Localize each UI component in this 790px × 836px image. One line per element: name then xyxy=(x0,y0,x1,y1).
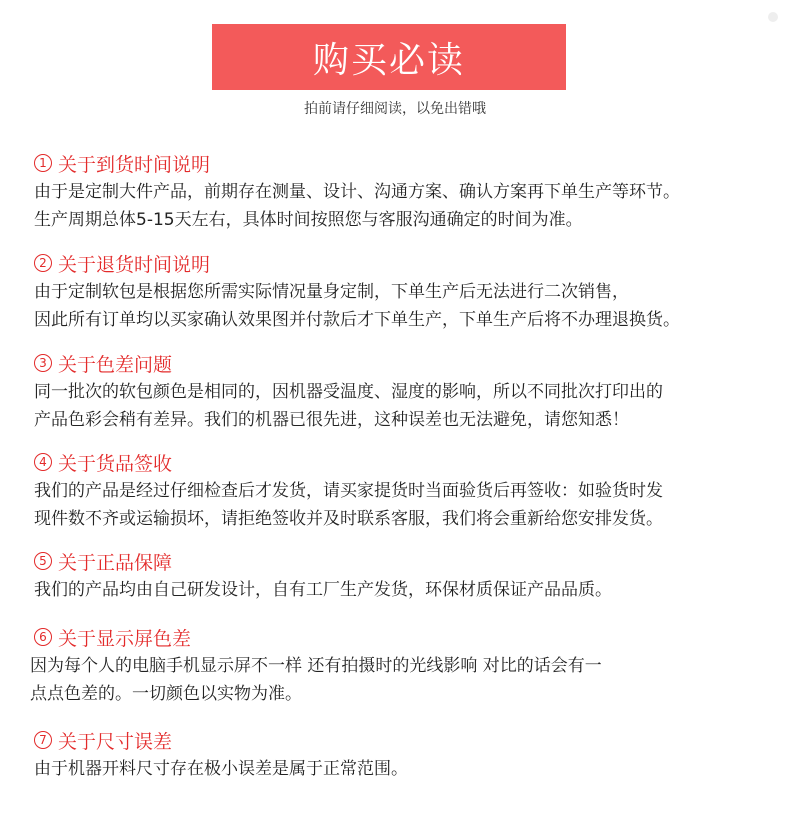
circled-number: 1 xyxy=(34,154,52,172)
section-color-difference xyxy=(34,350,774,434)
section-title: 关于显示屏色差 xyxy=(58,627,192,650)
section-heading xyxy=(34,250,774,276)
corner-mark xyxy=(768,12,778,22)
section-heading xyxy=(34,150,774,176)
circled-number: 3 xyxy=(34,354,52,372)
section-text: 由于机器开料尺寸存在极小误差是属于正常范围。 xyxy=(34,759,408,779)
section-title: 关于正品保障 xyxy=(58,551,173,574)
section-title: 关于退货时间说明 xyxy=(58,253,211,276)
section-delivery-time xyxy=(34,150,774,234)
circled-number: 2 xyxy=(34,254,52,272)
title-banner xyxy=(212,24,566,90)
circled-number: 5 xyxy=(34,552,52,570)
section-title: 关于到货时间说明 xyxy=(58,153,211,176)
section-return-policy xyxy=(34,250,774,334)
subtitle: 拍前请仔细阅读，以免出错哦 xyxy=(304,101,486,117)
section-authenticity xyxy=(34,548,774,604)
section-text: 我们的产品均由自己研发设计，自有工厂生产发货，环保材质保证产品品质。 xyxy=(34,580,612,600)
circled-number: 7 xyxy=(34,731,52,749)
section-heading xyxy=(34,449,774,475)
circled-number: 6 xyxy=(34,628,52,646)
section-heading xyxy=(34,727,774,753)
section-text: 因为每个人的电脑手机显示屏不一样 还有拍摄时的光线影响 对比的话会有一 点点色差的。一切颜色以实物为准。 xyxy=(30,656,602,704)
banner-title: 购买必读 xyxy=(312,39,465,81)
section-text: 我们的产品是经过仔细检查后才发货，请买家提货时当面验货后再签收：如验货时发 现件数不齐或运输损坏，请拒绝签收并及时联系客服，我们将会重新给您安排发货。 xyxy=(34,481,663,529)
section-title: 关于货品签收 xyxy=(58,452,173,475)
circled-number: 4 xyxy=(34,453,52,471)
section-heading xyxy=(34,350,774,376)
section-screen-color xyxy=(30,624,774,708)
section-text: 由于定制软包是根据您所需实际情况量身定制，下单生产后无法进行二次销售， 因此所有订单均以买家确认效果图并付款后才下单生产，下单生产后将不办理退换货。 xyxy=(34,282,680,330)
section-title: 关于尺寸误差 xyxy=(58,730,173,753)
section-goods-receipt xyxy=(34,449,774,533)
section-text: 同一批次的软包颜色是相同的，因机器受温度、湿度的影响，所以不同批次打印出的 产品色彩会稍有差异。我们的机器已很先进，这种误差也无法避免，请您知悉！ xyxy=(34,382,663,430)
section-heading xyxy=(34,624,774,650)
section-title: 关于色差问题 xyxy=(58,353,173,376)
section-text: 由于是定制大件产品，前期存在测量、设计、沟通方案、确认方案再下单生产等环节。 生产周期总体5-15天左右，具体时间按照您与客服沟通确定的时间为准。 xyxy=(34,182,680,230)
section-heading xyxy=(34,548,774,574)
section-size-error xyxy=(34,727,774,783)
